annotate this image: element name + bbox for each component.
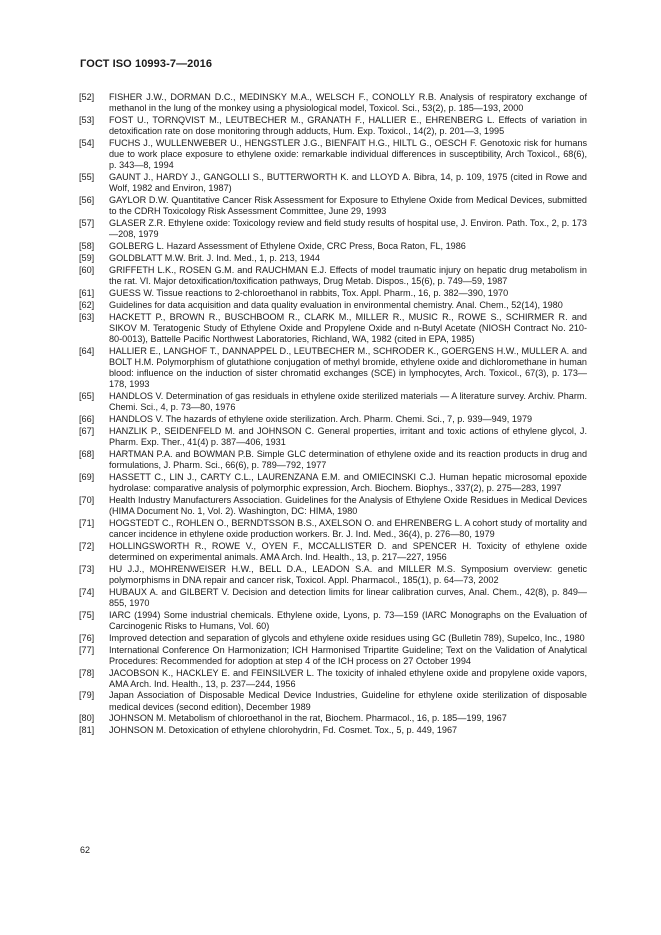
reference-number: [72]	[79, 540, 95, 551]
reference-number: [53]	[79, 114, 95, 125]
reference-number: [81]	[79, 725, 95, 736]
reference-item	[79, 495, 587, 517]
reference-number: [57]	[79, 217, 95, 228]
reference-text: FUCHS J., WULLENWEBER U., HENGSTLER J.G., BIENFAIT H.G., HILTL G., OESCH F. Genotoxic risk for humans due to work place exposure to ethylene oxide: remarkable individual differences in susceptibility, Arch Toxicol., 68(6), p. 343—8, 1994	[109, 137, 587, 171]
reference-text: HARTMAN P.A. and BOWMAN P.B. Simple GLC determination of ethylene oxide and its reaction products in drug and formulations, J. Pharm. Sci., 66(6), p. 789—792, 1977	[109, 448, 587, 470]
reference-item	[79, 195, 587, 217]
reference-text: HANZLIK P., SEIDENFELD M. and JOHNSON C. General properties, irritant and toxic actions of ethylene glycol, J. Pharm. Exp. Ther., 41(4) p. 387—406, 1931	[109, 425, 587, 447]
reference-text: HANDLOS V. Determination of gas residuals in ethylene oxide sterilized materials — A literature survey. Archiv. Pharm. Chemi. Sci., 4, p. 73—80, 1976	[109, 390, 587, 412]
reference-text: GUESS W. Tissue reactions to 2-chloroethanol in rabbits, Tox. Appl. Pharm., 16, p. 382—390, 1970	[109, 287, 509, 298]
reference-item	[79, 472, 587, 494]
reference-number: [68]	[79, 448, 95, 459]
reference-item	[79, 725, 587, 736]
reference-number: [77]	[79, 644, 95, 655]
reference-item	[79, 265, 587, 287]
reference-number: [60]	[79, 264, 95, 275]
reference-number: [76]	[79, 632, 95, 643]
reference-text: Health Industry Manufacturers Association. Guidelines for the Analysis of Ethylene Oxide Residues in Medical Devices (HIMA Document No. 1, Vol. 2). Washington, DC: HIMA, 1980	[109, 494, 587, 516]
reference-item	[79, 610, 587, 632]
reference-text: FOST U., TORNQVIST M., LEUTBECHER M., GRANATH F., HALLIER E., EHRENBERG L. Effects of variation in detoxification rate on dose monitoring through adducts, Hum. Exp. Toxicol., 14(2), p. 201—3, 1995	[109, 114, 587, 137]
reference-number: [65]	[79, 390, 95, 401]
reference-number: [52]	[79, 92, 95, 102]
reference-item	[79, 414, 587, 425]
reference-item	[79, 690, 587, 712]
reference-number: [62]	[79, 299, 95, 310]
document-header: ГОСТ ISO 10993-7—2016	[80, 58, 213, 70]
reference-item	[79, 518, 587, 540]
reference-item	[79, 253, 587, 264]
reference-text: GAYLOR D.W. Quantitative Cancer Risk Assessment for Exposure to Ethylene Oxide from Medical Devices, submitted to the CDRH Toxicology Risk Assessment Committee, June 29, 1993	[109, 194, 587, 217]
reference-number: [63]	[79, 311, 95, 322]
reference-item	[79, 449, 587, 471]
reference-text: IARC (1994) Some industrial chemicals. Ethylene oxide, Lyons, p. 73—159 (IARC Monographs on the Evaluation of Carcinogenic Risks to Humans, Vol. 60)	[109, 609, 587, 631]
reference-item	[79, 346, 587, 390]
reference-item	[79, 172, 587, 194]
reference-list	[79, 92, 587, 737]
reference-number: [64]	[79, 345, 95, 356]
reference-number: [58]	[79, 240, 95, 251]
reference-text: GRIFFETH L.K., ROSEN G.M. and RAUCHMAN E.J. Effects of model traumatic injury on hepatic drug metabolism in the rat. VI. Major detoxification/toxification pathways, Drug Metab. Dispos., 15(6), p. 749—59, 1987	[109, 264, 587, 286]
reference-text: HALLIER E., LANGHOF T., DANNAPPEL D., LEUTBECHER M., SCHRODER K., GOERGENS H.W., MULLER A. and BOLT H.M. Polymorphism of glutathione conjugation of methyl bromide, ethylene oxide and dichloromethane in human blood: influence on the induction of sister chromatid exchanges (SCE) in lymphocytes, Arch. Toxicol., 67(3), p. 173—178, 1993	[109, 345, 587, 389]
reference-number: [66]	[79, 413, 95, 424]
reference-text: GLASER Z.R. Ethylene oxide: Toxicology review and field study results of hospital use, J. Environ. Path. Tox., 2, p. 173—208, 1979	[109, 217, 587, 240]
reference-item	[79, 645, 587, 667]
reference-number: [74]	[79, 586, 95, 597]
reference-number: [79]	[79, 690, 95, 701]
reference-item	[79, 218, 587, 240]
reference-item	[79, 138, 587, 171]
reference-text: GOLDBLATT M.W. Brit. J. Ind. Med., 1, p. 213, 1944	[109, 252, 320, 263]
reference-text: HU J.J., MOHRENWEISER H.W., BELL D.A., LEADON S.A. and MILLER M.S. Symposium overview: genetic polymorphisms in DNA repair and cancer risk, Toxicol. Appl. Pharmacol., 185(1), p. 64—73, 2002	[109, 563, 587, 585]
reference-number: [71]	[79, 517, 95, 528]
reference-text: HOLLINGSWORTH R., ROWE V., OYEN F., MCCALLISTER D. and SPENCER H. Toxicity of ethylene oxide determined on experimental animals. AMA Arch. Ind. Health., 13, p. 217—227, 1956	[109, 540, 587, 562]
page-number: 62	[80, 845, 91, 855]
reference-text: GAUNT J., HARDY J., GANGOLLI S., BUTTERWORTH K. and LLOYD A. Bibra, 14, p. 109, 1975 (cited in Rowe and Wolf, 1982 and Environ, 1987)	[109, 172, 587, 194]
reference-number: [56]	[79, 194, 95, 205]
reference-text: HANDLOS V. The hazards of ethylene oxide sterilization. Arch. Pharm. Chemi. Sci., 7, p. 939—949, 1979	[109, 413, 533, 424]
reference-number: [69]	[79, 471, 95, 482]
reference-item	[79, 564, 587, 586]
reference-item	[79, 241, 587, 252]
reference-text: Japan Association of Disposable Medical Device Industries, Guideline for ethylene oxide sterilization of disposable medical devices (second edition), December 1989	[109, 690, 587, 712]
reference-text: HUBAUX A. and GILBERT V. Decision and detection limits for linear calibration curves, Anal. Chem., 42(8), p. 849—855, 1970	[109, 586, 587, 608]
reference-item	[79, 115, 587, 137]
reference-number: [54]	[79, 137, 95, 148]
reference-number: [61]	[79, 287, 95, 298]
reference-number: [55]	[79, 172, 95, 182]
reference-item	[79, 713, 587, 724]
reference-item	[79, 288, 587, 299]
reference-text: Improved detection and separation of glycols and ethylene oxide residues using GC (Bulletin 789), Supelco, Inc., 1980	[109, 632, 585, 643]
reference-text: HOGSTEDT C., ROHLEN O., BERNDTSSON B.S., AXELSON O. and EHRENBERG L. A cohort study of mortality and cancer incidence in ethylene oxide production workers. Br. J. Ind. Med., 36(4), p. 276—80, 1979	[109, 517, 587, 539]
reference-item	[79, 541, 587, 563]
reference-item	[79, 391, 587, 413]
reference-number: [73]	[79, 563, 95, 574]
reference-text: FISHER J.W., DORMAN D.C., MEDINSKY M.A., WELSCH F., CONOLLY R.B. Analysis of respiratory exchange of methanol in the lung of the monkey using a physiological model, Toxicol. Sci., 53(2), p. 185—193, 2000	[109, 92, 587, 114]
reference-item	[79, 668, 587, 690]
reference-text: HASSETT C., LIN J., CARTY C.L., LAURENZANA E.M. and OMIECINSKI C.J. Human hepatic microsomal epoxide hydrolase: comparative analysis of polymorphic expression, Arch. Biochem. Biophys., 337(2), p. 275—283, 1997	[109, 471, 587, 493]
reference-number: [80]	[79, 713, 95, 724]
reference-item	[79, 633, 587, 644]
reference-number: [70]	[79, 494, 95, 505]
reference-text: Guidelines for data acquisition and data quality evaluation in environmental chemistry. Anal. Chem., 52(14), 1980	[109, 299, 563, 310]
reference-text: JACOBSON K., HACKLEY E. and FEINSILVER L. The toxicity of inhaled ethylene oxide and propylene oxide vapors, AMA Arch. Ind. Health., 13, p. 237—244, 1956	[109, 667, 587, 689]
reference-item	[79, 587, 587, 609]
reference-text: HACKETT P., BROWN R., BUSCHBOOM R., CLARK M., MILLER R., MUSIC R., ROWE S., SCHIRMER R. and SIKOV M. Teratogenic Study of Ethylene Oxide and Propylene Oxide and n-Butyl Acetate (NIOSH Contract No. 210-80-0013), Battelle Pacific Northwest Laboratories, Richland, WA, 1982 (cited in EPA, 1985)	[109, 311, 587, 344]
reference-text: JOHNSON M. Metabolism of chloroethanol in the rat, Biochem. Pharmacol., 16, p. 185—199, 1967	[109, 713, 507, 724]
reference-number: [59]	[79, 252, 95, 263]
reference-item	[79, 312, 587, 345]
reference-item	[79, 92, 587, 114]
reference-item	[79, 300, 587, 311]
reference-text: GOLBERG L. Hazard Assessment of Ethylene Oxide, CRC Press, Boca Raton, FL, 1986	[109, 240, 466, 251]
reference-text: International Conference On Harmonization; ICH Harmonised Tripartite Guideline; Text on the Validation of Analytical Procedures: Recommended for adoption at step 4 of the ICH process on 27 October 1994	[109, 644, 587, 666]
reference-number: [75]	[79, 609, 95, 620]
reference-item	[79, 426, 587, 448]
reference-text: JOHNSON M. Detoxication of ethylene chlorohydrin, Fd. Cosmet. Tox., 5, p. 449, 1967	[109, 725, 458, 736]
reference-number: [78]	[79, 667, 95, 678]
reference-number: [67]	[79, 425, 95, 436]
